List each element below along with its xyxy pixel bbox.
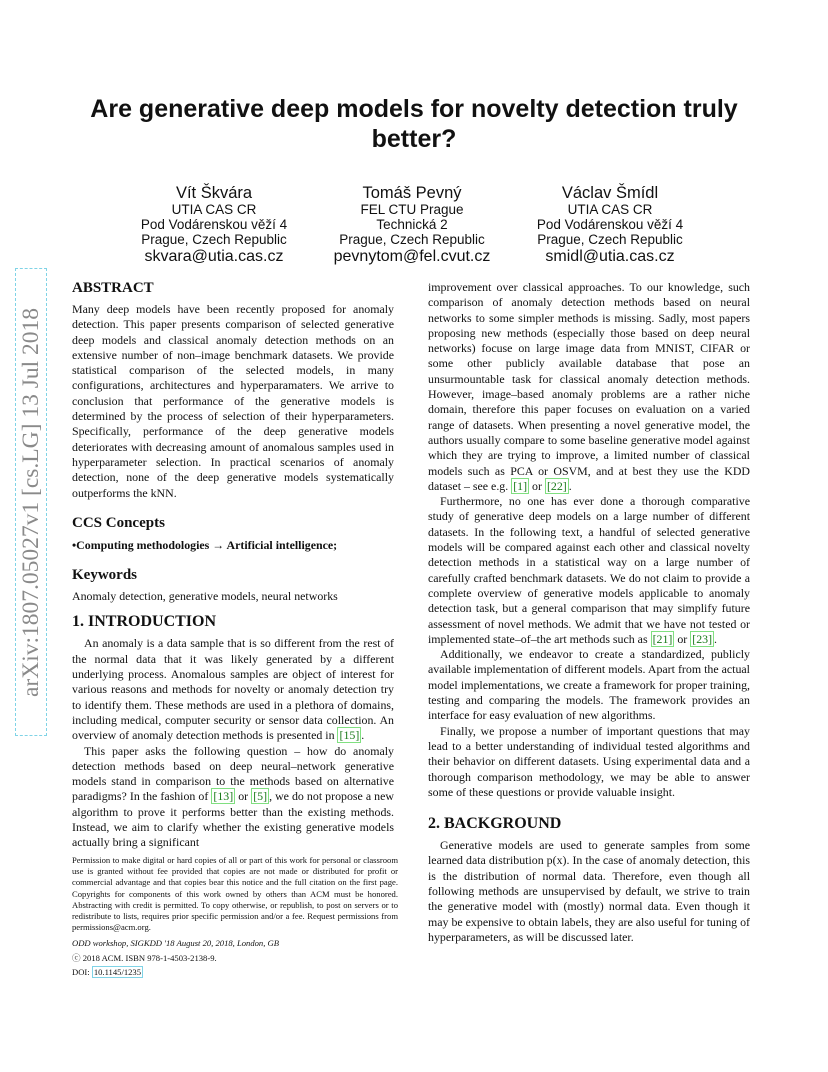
venue-line: ODD workshop, SIGKDD '18 August 20, 2018, London, GB bbox=[72, 938, 279, 949]
intro-paragraph-3 bbox=[428, 280, 750, 494]
author-block-2 bbox=[312, 184, 512, 267]
intro-text: This paper asks the following question – how do anomaly detection methods based on deep neural–network generative models stand in comparison to the methods based on alternative paradigms? In the fashion of bbox=[72, 743, 394, 804]
author-affiliation: UTIA CAS CR bbox=[171, 202, 257, 217]
author-city: Prague, Czech Republic bbox=[339, 232, 485, 247]
author-block-3 bbox=[510, 184, 710, 267]
intro-paragraph-5: Additionally, we endeavor to create a standardized, publicly available implementation of different models. Apart from the actual model implementations, we create a framework for proper training, testing and comparing the models. The framework provides an interface for easy evaluation of new algorithms. bbox=[428, 647, 750, 723]
intro-text: Furthermore, no one has ever done a thorough comparative study of generative deep models on a large number of different datasets. In the following text, a handful of selected generative models will be compared against each other and classical novelty detection methods in a statistical way on a large number of carefully crafted benchmark datasets. We do not claim to provide a complete overview of generative models applicable to anomaly detection task, but a general comparison that may simplify future assessment of novel methods. We admit that we have not tested or implemented state–of–the art methods such as bbox=[428, 494, 750, 646]
ccs-concepts bbox=[72, 538, 394, 553]
keywords-heading: Keywords bbox=[72, 567, 137, 584]
doi-link[interactable]: 10.1145/1235 bbox=[93, 966, 142, 977]
intro-text: , we do not propose a new algorithm to prove it performs better than the existing methods. Instead, we aim to clarify whether the existing generative models actually bring a significant bbox=[72, 789, 394, 850]
author-affiliation: UTIA CAS CR bbox=[567, 202, 653, 217]
intro-text: . bbox=[361, 728, 365, 743]
doi-line bbox=[72, 967, 398, 978]
ccs-bullet: • bbox=[72, 537, 77, 552]
left-column bbox=[72, 278, 394, 851]
author-address: Pod Vodárenskou věží 4 bbox=[536, 217, 684, 232]
copyright-footer bbox=[72, 855, 398, 978]
citation-link[interactable]: [13] bbox=[213, 789, 234, 804]
citation-link[interactable]: [5] bbox=[253, 789, 268, 804]
paper-title: Are generative deep models for novelty detection truly better? bbox=[90, 95, 738, 153]
author-block-1 bbox=[114, 184, 314, 267]
permission-notice: Permission to make digital or hard copies of all or part of this work for personal or classroom use is granted without fee provided that copies are not made or distributed for profit or commercial advantage and that copies bear this notice and the full citation on the first page. Copyrights for components of this work owned by others than ACM must be honored. Abstracting with credit is permitted. To copy otherwise, or republish, to post on servers or to redistribute to lists, requires prior specific permission and/or a fee. Request permissions from permissions@acm.org. bbox=[72, 855, 398, 933]
intro-paragraph-1 bbox=[72, 636, 394, 743]
doi-label: DOI: bbox=[72, 966, 90, 977]
author-name: Tomáš Pevný bbox=[362, 184, 462, 202]
intro-paragraph-6: Finally, we propose a number of important questions that may lead to a better understanding of individual tested algorithms and their behavior on different datasets. Using experimental data and a thorough comparison methodology, we may be able to answer some of these questions or provide valuable insight. bbox=[428, 723, 750, 799]
author-name: Václav Šmídl bbox=[561, 184, 659, 202]
intro-text: . bbox=[714, 631, 718, 646]
author-city: Prague, Czech Republic bbox=[141, 232, 287, 247]
abstract-heading: ABSTRACT bbox=[72, 280, 154, 296]
ccs-heading: CCS Concepts bbox=[72, 514, 165, 531]
author-affiliation: FEL CTU Prague bbox=[360, 202, 464, 217]
right-column bbox=[428, 280, 750, 945]
background-heading: 2. BACKGROUND bbox=[428, 815, 562, 833]
author-email: pevnytom@fel.cvut.cz bbox=[333, 248, 491, 265]
abstract-text: Many deep models have been recently proposed for anomaly detection. This paper presents comparison of selected generative deep models and classical anomaly detection methods on an extensive number of non–image benchmark datasets. We provide statistical comparison of the selected models, in many configurations, architectures and hyperparamaters. We arrive to conclusion that performance of the generative models is determined by the process of selection of their hyperparameters. Specifically, performance of the deep generative models deteriorates with decreasing amount of anomalous samples used in hyperparameter selection. In practical scenarios of anomaly detection, none of the deep generative models systematically outperforms the kNN. bbox=[72, 302, 394, 500]
intro-text: or bbox=[529, 478, 545, 493]
intro-text: An anomaly is a data sample that is so different from the rest of the normal data that it was likely generated by a different underlying process. Anomalous samples are object of interest for various reasons and methods for novelty or anomaly detection try to identify them. These methods are used in a plethora of domains, including medical, computer security or sensor data collection. An overview of anomaly detection methods is presented in bbox=[72, 636, 394, 743]
author-city: Prague, Czech Republic bbox=[537, 232, 683, 247]
background-text: Generative models are used to generate samples from some learned data distribution p(x). In the case of anomaly detection, this is the distribution of normal data. Therefore, even though all following methods are unsupervised by default, we strive to train the generative model with (mostly) normal data. Even though it may be expensive to obtain labels, they are also useful for tuning of hyperparameters, as will be discussed later. bbox=[428, 838, 750, 944]
keywords-text: Anomaly detection, generative models, neural networks bbox=[72, 589, 338, 604]
citation-link[interactable]: [22] bbox=[546, 478, 567, 493]
citation-link[interactable]: [1] bbox=[513, 478, 528, 493]
ccs-left: Computing methodologies bbox=[76, 537, 210, 552]
introduction-heading: 1. INTRODUCTION bbox=[72, 613, 217, 631]
citation-link[interactable]: [21] bbox=[652, 631, 673, 646]
citation-link[interactable]: [23] bbox=[692, 631, 713, 646]
copyright-line: ⓒ 2018 ACM. ISBN 978-1-4503-2138-9. bbox=[72, 952, 217, 963]
author-address: Technická 2 bbox=[376, 217, 448, 232]
author-email: smidl@utia.cas.cz bbox=[545, 248, 675, 265]
citation-link[interactable]: [15] bbox=[339, 728, 360, 743]
author-email: skvara@utia.cas.cz bbox=[144, 248, 284, 265]
intro-text: . bbox=[568, 478, 572, 493]
intro-text: or bbox=[674, 631, 691, 646]
ccs-right: Artificial intelligence; bbox=[226, 537, 338, 552]
ccs-arrow: → bbox=[212, 537, 225, 552]
intro-paragraph-2 bbox=[72, 744, 394, 851]
intro-text: improvement over classical approaches. To our knowledge, such comparison of anomaly detection methods based on neural networks to some simpler methods is missing. Sadly, most papers proposing new methods (especially those based on deep neural networks) focuse on large image data from MNIST, CIFAR or some other publicly available database that pose an unsurmountable task for classical anomaly detection methods. However, image–based anomaly problems are a rather niche domain, therefore this paper focuses on evaluation on a varied range of datasets. When presenting a novel generative model, the authors usually compare to some baseline generative model against which they are trying to improve, a limited number of classical models such as PCA or OSVM, and at best they use the KDD dataset – see e.g. bbox=[428, 280, 750, 493]
intro-text: or bbox=[235, 789, 252, 804]
author-address: Pod Vodárenskou věží 4 bbox=[140, 217, 288, 232]
intro-paragraph-4 bbox=[428, 494, 750, 647]
arxiv-sidebar-stamp bbox=[15, 268, 47, 736]
arxiv-identifier: arXiv:1807.05027v1 [cs.LG] 13 Jul 2018 bbox=[17, 307, 44, 697]
author-name: Vít Škvára bbox=[175, 184, 253, 202]
